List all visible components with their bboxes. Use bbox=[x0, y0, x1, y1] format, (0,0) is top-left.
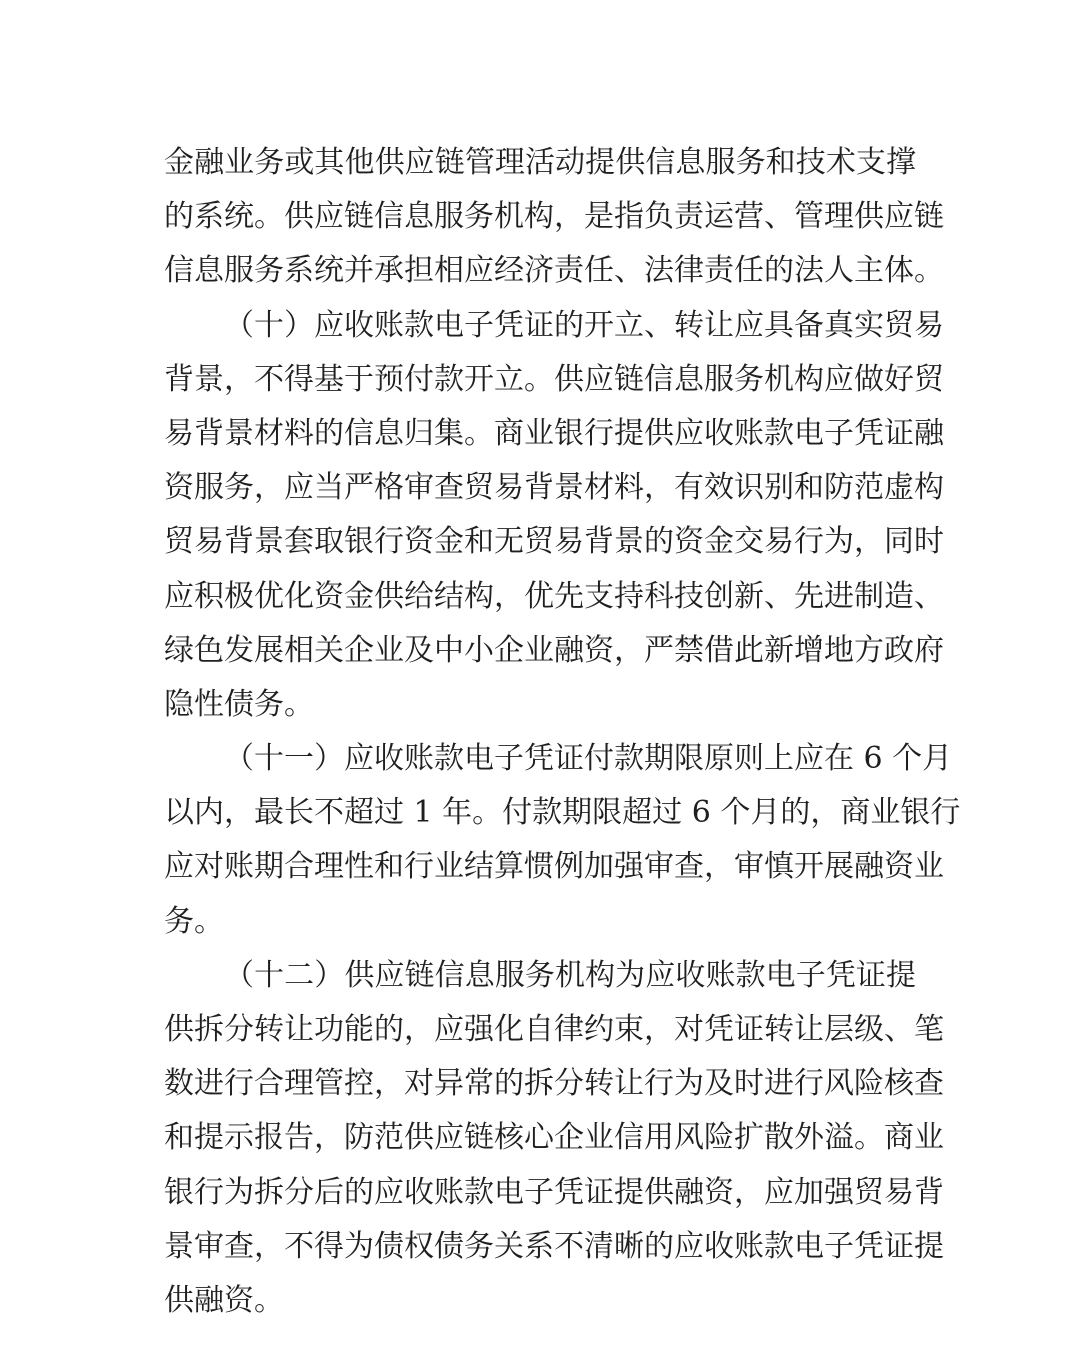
paragraph-line: 数进行合理管控，对异常的拆分转让行为及时进行风险核查 bbox=[164, 1066, 944, 1102]
paragraph-line: 供拆分转让功能的，应强化自律约束，对凭证转让层级、笔 bbox=[164, 1012, 944, 1047]
paragraph-line: 贸易背景套取银行资金和无贸易背景的资金交易行为，同时 bbox=[164, 524, 944, 560]
paragraph-line: 易背景材料的信息归集。商业银行提供应收账款电子凭证融 bbox=[164, 415, 944, 451]
paragraph-line: 应积极优化资金供给结构，优先支持科技创新、先进制造、 bbox=[164, 578, 944, 614]
paragraph-line: 的系统。供应链信息服务机构，是指负责运营、管理供应链 bbox=[164, 199, 944, 235]
paragraph-line: （十一）应收账款电子凭证付款期限原则上应在 6 个月 bbox=[224, 741, 953, 777]
paragraph-line: 应对账期合理性和行业结算惯例加强审查，审慎开展融资业 bbox=[164, 849, 944, 885]
document-body bbox=[164, 136, 961, 1328]
paragraph-line: 银行为拆分后的应收账款电子凭证提供融资，应加强贸易背 bbox=[164, 1174, 944, 1210]
paragraph-line: 背景，不得基于预付款开立。供应链信息服务机构应做好贸 bbox=[164, 361, 944, 397]
paragraph-line: 供融资。 bbox=[164, 1282, 284, 1318]
paragraph-line: 景审查，不得为债权债务关系不清晰的应收账款电子凭证提 bbox=[164, 1228, 944, 1264]
paragraph-line: 以内，最长不超过 1 年。付款期限超过 6 个月的，商业银行 bbox=[164, 795, 961, 831]
paragraph-line: （十）应收账款电子凭证的开立、转让应具备真实贸易 bbox=[224, 307, 944, 343]
paragraph-line: 资服务，应当严格审查贸易背景材料，有效识别和防范虚构 bbox=[164, 470, 944, 506]
paragraph-line: 绿色发展相关企业及中小企业融资，严禁借此新增地方政府 bbox=[164, 632, 944, 668]
paragraph-line: （十二）供应链信息服务机构为应收账款电子凭证提 bbox=[224, 957, 916, 993]
paragraph-line: 和提示报告，防范供应链核心企业信用风险扩散外溢。商业 bbox=[164, 1120, 944, 1156]
paragraph-line: 金融业务或其他供应链管理活动提供信息服务和技术支撑 bbox=[164, 145, 916, 180]
paragraph-line: 务。 bbox=[164, 903, 224, 939]
paragraph-line: 信息服务系统并承担相应经济责任、法律责任的法人主体。 bbox=[164, 253, 944, 289]
paragraph-line: 隐性债务。 bbox=[164, 686, 314, 722]
